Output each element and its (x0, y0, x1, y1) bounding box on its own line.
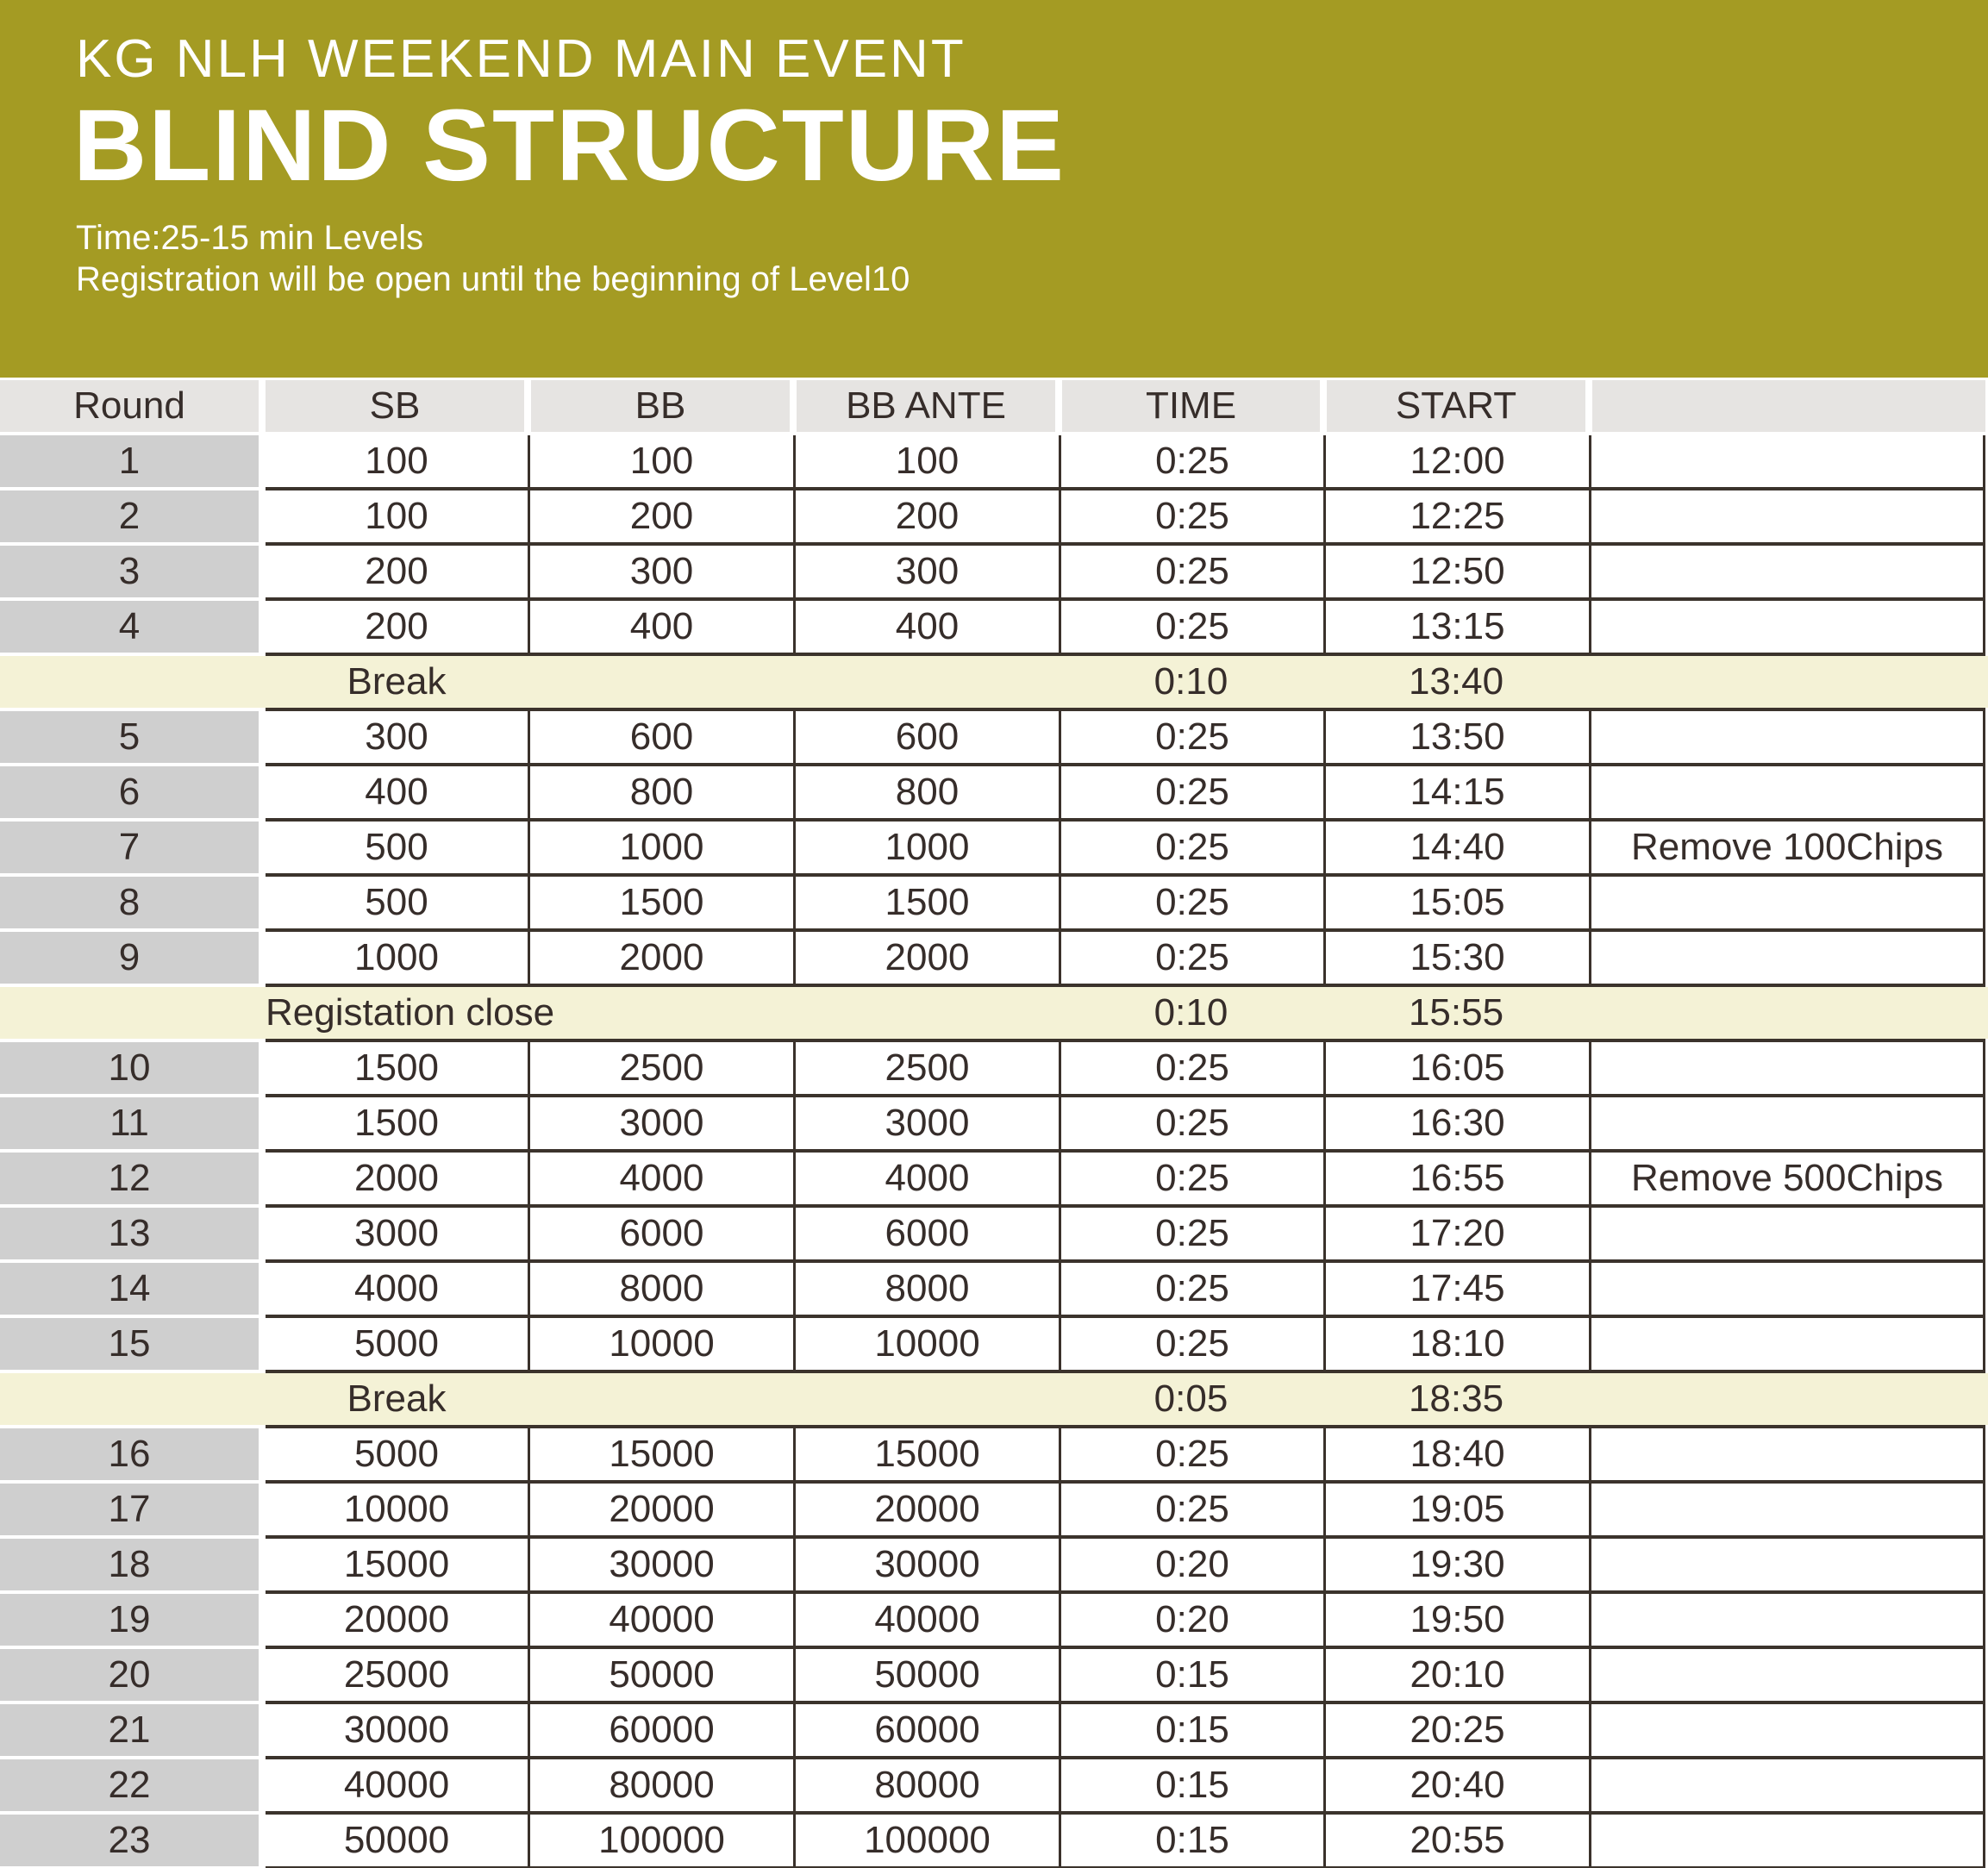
bb-ante-cell: 100 (793, 435, 1059, 487)
sb-cell: 3000 (354, 1212, 439, 1254)
sb-cell: 50000 (343, 1819, 450, 1861)
break-row (0, 1373, 1988, 1428)
table-row (0, 711, 1988, 766)
start-cell: 16:30 (1323, 1097, 1589, 1149)
sb-cell: 100 (365, 495, 428, 537)
bb-ante-cell: 3000 (793, 1097, 1059, 1149)
round-cell: 5 (0, 711, 259, 763)
sb-cell: 100 (365, 440, 428, 482)
bb-ante-cell: 50000 (793, 1649, 1059, 1701)
table-row (0, 1484, 1988, 1539)
start-cell: 15:30 (1323, 932, 1589, 984)
time-cell: 0:25 (1059, 822, 1323, 873)
note-cell (1589, 932, 1985, 984)
bb-cell: 50000 (528, 1649, 793, 1701)
note-cell (1589, 1263, 1985, 1315)
time-cell: 0:15 (1059, 1759, 1323, 1811)
event-title: KG NLH WEEKEND MAIN EVENT (76, 29, 966, 89)
table-row (0, 1815, 1988, 1868)
subtitle-registration: Registration will be open until the beginning of Level10 (76, 260, 910, 298)
round-cell: 13 (0, 1208, 259, 1259)
sb-cell: 400 (365, 771, 428, 813)
round-cell: 23 (0, 1815, 259, 1866)
sb-cell: 5000 (354, 1322, 439, 1365)
note-cell (1589, 435, 1985, 487)
page-title: BLIND STRUCTURE (73, 89, 1066, 203)
note-cell (1589, 1208, 1985, 1259)
time-cell: 0:15 (1059, 1815, 1323, 1866)
time-cell: 0:25 (1059, 1208, 1323, 1259)
bb-ante-cell: 40000 (793, 1594, 1059, 1646)
sb-cell: 4000 (354, 1267, 439, 1309)
sb-cell: 15000 (343, 1543, 450, 1585)
bb-cell: 400 (528, 601, 793, 653)
start-cell: 14:40 (1323, 822, 1589, 873)
table-row (0, 1318, 1988, 1373)
note-cell (1589, 1594, 1985, 1646)
start-cell: 13:50 (1323, 711, 1589, 763)
round-cell: 17 (0, 1484, 259, 1535)
bb-ante-cell: 4000 (793, 1153, 1059, 1204)
bb-ante-cell: 200 (793, 490, 1059, 542)
time-cell: 0:25 (1059, 490, 1323, 542)
note-cell (1589, 1097, 1985, 1149)
sb-cell: 1500 (354, 1102, 439, 1144)
note-cell (1589, 1484, 1985, 1535)
break-label: Break (347, 1378, 447, 1420)
header-time: TIME (1062, 380, 1320, 432)
note-cell: Remove 500Chips (1589, 1153, 1985, 1204)
time-cell: 0:20 (1059, 1539, 1323, 1590)
time-cell: 0:25 (1059, 1097, 1323, 1149)
table-row (0, 932, 1988, 987)
bb-ante-cell: 8000 (793, 1263, 1059, 1315)
break-label: Break (347, 660, 447, 703)
bb-cell: 1500 (528, 877, 793, 928)
start-cell: 15:05 (1323, 877, 1589, 928)
bb-ante-cell: 2000 (793, 932, 1059, 984)
start-cell: 20:55 (1323, 1815, 1589, 1866)
table-row (0, 1649, 1988, 1704)
break-row (0, 987, 1988, 1042)
time-cell: 0:25 (1059, 1428, 1323, 1480)
time-cell: 0:10 (1153, 660, 1228, 703)
bb-cell: 600 (528, 711, 793, 763)
bb-cell: 3000 (528, 1097, 793, 1149)
header-round: Round (0, 380, 259, 432)
start-cell: 20:25 (1323, 1704, 1589, 1756)
round-cell: 12 (0, 1153, 259, 1204)
header-sb: SB (266, 380, 524, 432)
time-cell: 0:25 (1059, 1318, 1323, 1370)
bb-ante-cell: 80000 (793, 1759, 1059, 1811)
hero-banner (0, 0, 1988, 378)
note-cell (1589, 1318, 1985, 1370)
round-cell: 3 (0, 546, 259, 597)
time-cell: 0:15 (1059, 1649, 1323, 1701)
bb-cell: 200 (528, 490, 793, 542)
table-row (0, 1153, 1988, 1208)
note-cell (1589, 1539, 1985, 1590)
bb-cell: 15000 (528, 1428, 793, 1480)
table-row (0, 877, 1988, 932)
round-cell: 19 (0, 1594, 259, 1646)
time-cell: 0:25 (1059, 1484, 1323, 1535)
sb-cell: 10000 (343, 1488, 450, 1530)
time-cell: 0:20 (1059, 1594, 1323, 1646)
break-label: Registation close (266, 991, 555, 1034)
note-cell (1589, 766, 1985, 818)
time-cell: 0:15 (1059, 1704, 1323, 1756)
start-cell: 12:50 (1323, 546, 1589, 597)
bb-cell: 2000 (528, 932, 793, 984)
sb-cell: 500 (365, 881, 428, 923)
bb-ante-cell: 2500 (793, 1042, 1059, 1094)
table-row (0, 1263, 1988, 1318)
sb-cell: 200 (365, 605, 428, 647)
bb-ante-cell: 20000 (793, 1484, 1059, 1535)
bb-cell: 100000 (528, 1815, 793, 1866)
note-cell (1589, 490, 1985, 542)
start-cell: 18:40 (1323, 1428, 1589, 1480)
start-cell: 17:20 (1323, 1208, 1589, 1259)
time-cell: 0:25 (1059, 601, 1323, 653)
bb-cell: 4000 (528, 1153, 793, 1204)
sb-cell: 1500 (354, 1046, 439, 1089)
sb-cell: 500 (365, 826, 428, 868)
time-cell: 0:25 (1059, 766, 1323, 818)
bb-ante-cell: 1500 (793, 877, 1059, 928)
bb-cell: 40000 (528, 1594, 793, 1646)
note-cell (1589, 1759, 1985, 1811)
bb-ante-cell: 30000 (793, 1539, 1059, 1590)
bb-cell: 1000 (528, 822, 793, 873)
bb-cell: 80000 (528, 1759, 793, 1811)
bb-cell: 20000 (528, 1484, 793, 1535)
table-row (0, 601, 1988, 656)
time-cell: 0:10 (1153, 991, 1228, 1034)
bb-cell: 30000 (528, 1539, 793, 1590)
bb-cell: 300 (528, 546, 793, 597)
bb-ante-cell: 1000 (793, 822, 1059, 873)
round-cell: 4 (0, 601, 259, 653)
sb-cell: 20000 (343, 1598, 450, 1640)
bb-cell: 10000 (528, 1318, 793, 1370)
round-cell: 10 (0, 1042, 259, 1094)
round-cell: 2 (0, 490, 259, 542)
note-cell (1589, 1428, 1985, 1480)
sb-cell: 200 (365, 550, 428, 592)
note-cell (1589, 877, 1985, 928)
start-cell: 13:40 (1408, 660, 1504, 703)
note-cell (1589, 601, 1985, 653)
start-cell: 15:55 (1408, 991, 1504, 1034)
round-cell: 18 (0, 1539, 259, 1590)
bb-cell: 2500 (528, 1042, 793, 1094)
start-cell: 16:55 (1323, 1153, 1589, 1204)
header-bb: BB (531, 380, 790, 432)
time-cell: 0:25 (1059, 435, 1323, 487)
table-row (0, 1428, 1988, 1484)
note-cell (1589, 1649, 1985, 1701)
start-cell: 17:45 (1323, 1263, 1589, 1315)
sb-cell: 5000 (354, 1433, 439, 1475)
sb-cell: 1000 (354, 936, 439, 978)
start-cell: 20:10 (1323, 1649, 1589, 1701)
bb-ante-cell: 800 (793, 766, 1059, 818)
bb-ante-cell: 10000 (793, 1318, 1059, 1370)
round-cell: 9 (0, 932, 259, 984)
time-cell: 0:25 (1059, 711, 1323, 763)
sb-cell: 40000 (343, 1764, 450, 1806)
table-row (0, 435, 1988, 490)
table-row (0, 1208, 1988, 1263)
sb-cell: 2000 (354, 1157, 439, 1199)
bb-ante-cell: 300 (793, 546, 1059, 597)
sb-cell: 30000 (343, 1709, 450, 1751)
round-cell: 22 (0, 1759, 259, 1811)
sb-cell: 25000 (343, 1653, 450, 1696)
bb-ante-cell: 600 (793, 711, 1059, 763)
round-cell: 16 (0, 1428, 259, 1480)
table-row (0, 766, 1988, 822)
blind-structure-table (0, 380, 1988, 1868)
break-row (0, 656, 1988, 711)
start-cell: 12:25 (1323, 490, 1589, 542)
time-cell: 0:25 (1059, 546, 1323, 597)
start-cell: 19:50 (1323, 1594, 1589, 1646)
time-cell: 0:25 (1059, 1042, 1323, 1094)
round-cell: 15 (0, 1318, 259, 1370)
note-cell (1589, 1704, 1985, 1756)
bb-ante-cell: 60000 (793, 1704, 1059, 1756)
table-row (0, 1539, 1988, 1594)
round-cell: 1 (0, 435, 259, 487)
round-cell: 21 (0, 1704, 259, 1756)
round-cell: 8 (0, 877, 259, 928)
note-cell (1589, 711, 1985, 763)
start-cell: 19:05 (1323, 1484, 1589, 1535)
start-cell: 13:15 (1323, 601, 1589, 653)
sb-cell: 300 (365, 715, 428, 758)
header-notes (1592, 380, 1985, 432)
start-cell: 14:15 (1323, 766, 1589, 818)
bb-cell: 100 (528, 435, 793, 487)
round-cell: 7 (0, 822, 259, 873)
header-bb-ante: BB ANTE (797, 380, 1055, 432)
table-row (0, 1042, 1988, 1097)
time-cell: 0:25 (1059, 1263, 1323, 1315)
bb-cell: 800 (528, 766, 793, 818)
round-cell: 6 (0, 766, 259, 818)
start-cell: 12:00 (1323, 435, 1589, 487)
round-cell: 20 (0, 1649, 259, 1701)
table-row (0, 1759, 1988, 1815)
table-row (0, 1097, 1988, 1153)
time-cell: 0:25 (1059, 877, 1323, 928)
start-cell: 20:40 (1323, 1759, 1589, 1811)
table-row (0, 1594, 1988, 1649)
subtitle-time-levels: Time:25-15 min Levels (76, 219, 424, 257)
note-cell (1589, 546, 1985, 597)
bb-ante-cell: 400 (793, 601, 1059, 653)
note-cell (1589, 1042, 1985, 1094)
round-cell: 11 (0, 1097, 259, 1149)
time-cell: 0:25 (1059, 932, 1323, 984)
note-cell (1589, 1815, 1985, 1866)
start-cell: 18:10 (1323, 1318, 1589, 1370)
start-cell: 19:30 (1323, 1539, 1589, 1590)
start-cell: 18:35 (1408, 1378, 1504, 1420)
bb-ante-cell: 15000 (793, 1428, 1059, 1480)
bb-ante-cell: 100000 (793, 1815, 1059, 1866)
round-cell: 14 (0, 1263, 259, 1315)
bb-cell: 8000 (528, 1263, 793, 1315)
time-cell: 0:05 (1153, 1378, 1228, 1420)
header-start: START (1327, 380, 1585, 432)
bb-cell: 6000 (528, 1208, 793, 1259)
table-row (0, 546, 1988, 601)
table-row (0, 822, 1988, 877)
time-cell: 0:25 (1059, 1153, 1323, 1204)
bb-ante-cell: 6000 (793, 1208, 1059, 1259)
note-cell: Remove 100Chips (1589, 822, 1985, 873)
table-row (0, 1704, 1988, 1759)
table-row (0, 490, 1988, 546)
bb-cell: 60000 (528, 1704, 793, 1756)
start-cell: 16:05 (1323, 1042, 1589, 1094)
